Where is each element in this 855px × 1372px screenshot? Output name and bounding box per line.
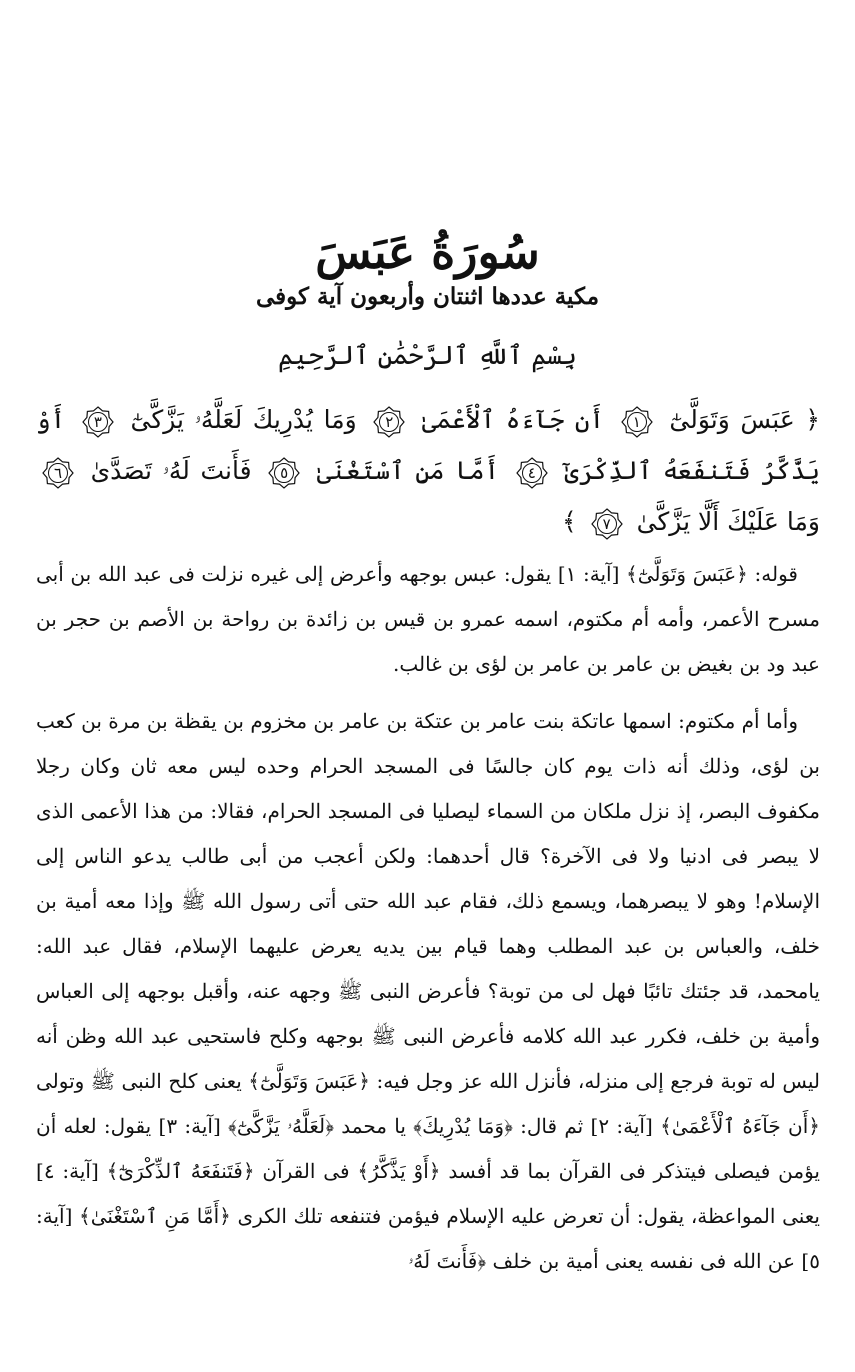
verse-number: ٦ bbox=[53, 463, 63, 482]
verse-number: ٣ bbox=[93, 412, 102, 431]
commentary-paragraph: قوله: ﴿عَبَسَ وَتَوَلَّىٰٓ﴾ [آية: ١] يقول: عبس بوجهه وأعرض إلى غيره نزلت فى عبد الله بن أبى مسرح الأعمر، وأمه أم مكتوم، اسمه عمرو بن قيس بن زائدة بن رواحة بن الأصم بن حجر بن عبد ود بن بغيض بن عامر بن عامر بن لؤى بن غالب. bbox=[36, 562, 820, 676]
verse-number-marker bbox=[82, 406, 114, 438]
verse-text: وَمَا يُدْرِيكَ لَعَلَّهُۥ يَزَّكَّىٰٓ bbox=[119, 405, 357, 434]
basmala: بِسْمِ ٱللَّهِ ٱلرَّحْمَٰنِ ٱلرَّحِيمِ bbox=[277, 341, 577, 371]
verses-open-bracket: ﴿ bbox=[805, 405, 821, 434]
verse-number: ٤ bbox=[527, 463, 536, 482]
verse-text: أَن جَآءَهُ ٱلْأَعْمَىٰ bbox=[411, 405, 605, 434]
verse-number-marker bbox=[42, 457, 74, 489]
commentary bbox=[36, 552, 820, 1284]
verse-number: ١ bbox=[632, 412, 641, 431]
verse-text: فَأَنتَ لَهُۥ تَصَدَّىٰ bbox=[80, 456, 252, 485]
verse-number: ٧ bbox=[602, 514, 611, 533]
verse-text: عَبَسَ وَتَوَلَّىٰٓ bbox=[658, 405, 795, 434]
verses-close-bracket: ﴾ bbox=[562, 507, 577, 536]
verse-number-marker bbox=[621, 406, 653, 438]
verse-number: ٢ bbox=[385, 412, 394, 431]
verse-number-marker bbox=[516, 457, 548, 489]
verse-text: أَمَّا مَنِ ٱسْتَغْنَىٰ bbox=[306, 456, 500, 485]
verse-number-marker bbox=[268, 457, 300, 489]
verse-text: أَوْ يَذَّكَّرُ فَتَنفَعَهُ ٱلذِّكْرَىٰٓ bbox=[36, 405, 821, 485]
surah-title: سُورَةُ عَبَسَ bbox=[315, 225, 540, 279]
verses-block bbox=[36, 394, 820, 547]
verse-number: ٥ bbox=[280, 463, 289, 482]
commentary-paragraph: وأما أم مكتوم: اسمها عاتكة بنت عامر بن عتكة بن عامر بن مخزوم بن يقظة بن مرة بن كعب بن لؤى، وذلك أنه ذات يوم كان جالسًا فى المسجد الحرام وحده ليس معه ثان وكان رجلا مكفوف البصر، إذ نزل ملكان من السماء ليصليا فى المسجد الحرام، فقالا: من هذا الأعمى الذى لا يبصر فى ادنيا ولا فى الآخرة؟ قال أحدهما: ولكن أعجب من أبى طالب يدعو الناس إلى الإسلام! وهو لا يبصرهما، ويسمع ذلك، فقام عبد الله حتى أتى رسول الله ﷺ وإذا معه أمية بن خلف، والعباس بن عبد المطلب وهما قيام بين يديه يعرض عليهما الإسلام، فقال عبد الله: يامحمد، قد جئتك تائبًا فهل لى من توبة؟ فأعرض النبى ﷺ وجهه عنه، وأقبل بوجهه إلى العباس وأمية بن خلف، فكرر عبد الله كلامه فأعرض النبى ﷺ بوجهه وكلح فاستحيى عبد الله وظن أنه ليس له توبة فرجع إلى منزله، فأنزل الله عز وجل فيه: ﴿عَبَسَ وَتَوَلَّىٰٓ﴾ يعنى كلح النبى ﷺ وتولى ﴿أَن جَآءَهُ ٱلْأَعْمَىٰ﴾ [آية: ٢] ثم قال: ﴿وَمَا يُدْرِيكَ﴾ يا محمد ﴿لَعَلَّهُۥ يَزَّكَّىٰٓ﴾ [آية: ٣] يقول: لعله أن يؤمن فيصلى فيتذكر فى القرآن بما قد أفسد ﴿أَوْ يَذَّكَّرُ﴾ فى القرآن ﴿فَتَنفَعَهُ ٱلذِّكْرَىٰٓ﴾ [آية: ٤] يعنى المواعظة، يقول: أن تعرض عليه الإسلام فيؤمن فتنفعه تلك الكرى ﴿أَمَّا مَنِ ٱسْتَغْنَىٰ﴾ [آية: ٥] عن الله فى نفسه يعنى أمية بن خلف ﴿فَأَنتَ لَهُۥ bbox=[35, 709, 820, 1273]
surah-subtitle: مكية عددها اثنتان وأربعون آية كوفى bbox=[255, 283, 600, 310]
verse-list bbox=[36, 405, 820, 536]
verse-number-marker bbox=[591, 508, 623, 540]
verse-number-marker bbox=[373, 406, 405, 438]
verse-text: وَمَا عَلَيْكَ أَلَّا يَزَّكَّىٰ bbox=[628, 507, 820, 536]
